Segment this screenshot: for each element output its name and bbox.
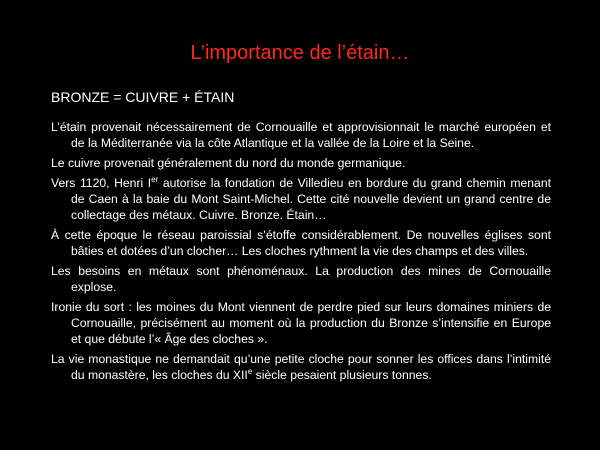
paragraph-list: [51, 119, 551, 387]
paragraph: Ironie du sort : les moines du Mont viennent de perdre pied sur leurs domaines miniers de Cornouaille, précisément au moment où la production du Bronze s’intensifie en Europe et que débute l’« Âge des cloches ».: [51, 300, 551, 346]
paragraph-text: La vie monastique ne demandait qu’une petite cloche pour sonner les offices dans l’intimité du monastère, les cloches du XII: [51, 352, 551, 382]
paragraph: Le cuivre provenait généralement du nord du monde germanique.: [51, 156, 406, 170]
paragraph: [51, 351, 551, 383]
superscript: e: [247, 367, 253, 376]
paragraph: L’étain provenait nécessairement de Cornouaille et approvisionnait le marché européen et de la Méditerranée via la côte Atlantique et la vallée de la Loire et la Seine.: [51, 120, 551, 150]
superscript: er: [151, 175, 159, 184]
paragraph: À cette époque le réseau paroissial s’étoffe considérablement. De nouvelles églises sont bâties et dotées d’un clocher… Les cloches rythment la vie des champs et des villes.: [51, 228, 551, 258]
paragraph-text: siècle pesaient plusieurs tonnes.: [252, 368, 432, 382]
paragraph: Les besoins en métaux sont phénoménaux. La production des mines de Cornouaille explose.: [51, 264, 551, 294]
slide-subtitle: BRONZE = CUIVRE + ÉTAIN: [51, 89, 235, 105]
paragraph-text: Vers 1120, Henri I: [51, 176, 152, 190]
paragraph-text: autorise la fondation de Villedieu en bordure du grand chemin menant de Caen à la baie du Mont Saint-Michel. Cette cité nouvelle devient un grand centre de collectage des métaux. Cuivre. Bronze. Étain…: [71, 176, 551, 222]
slide-title: L’importance de l’étain…: [190, 42, 410, 64]
paragraph: [51, 175, 551, 223]
